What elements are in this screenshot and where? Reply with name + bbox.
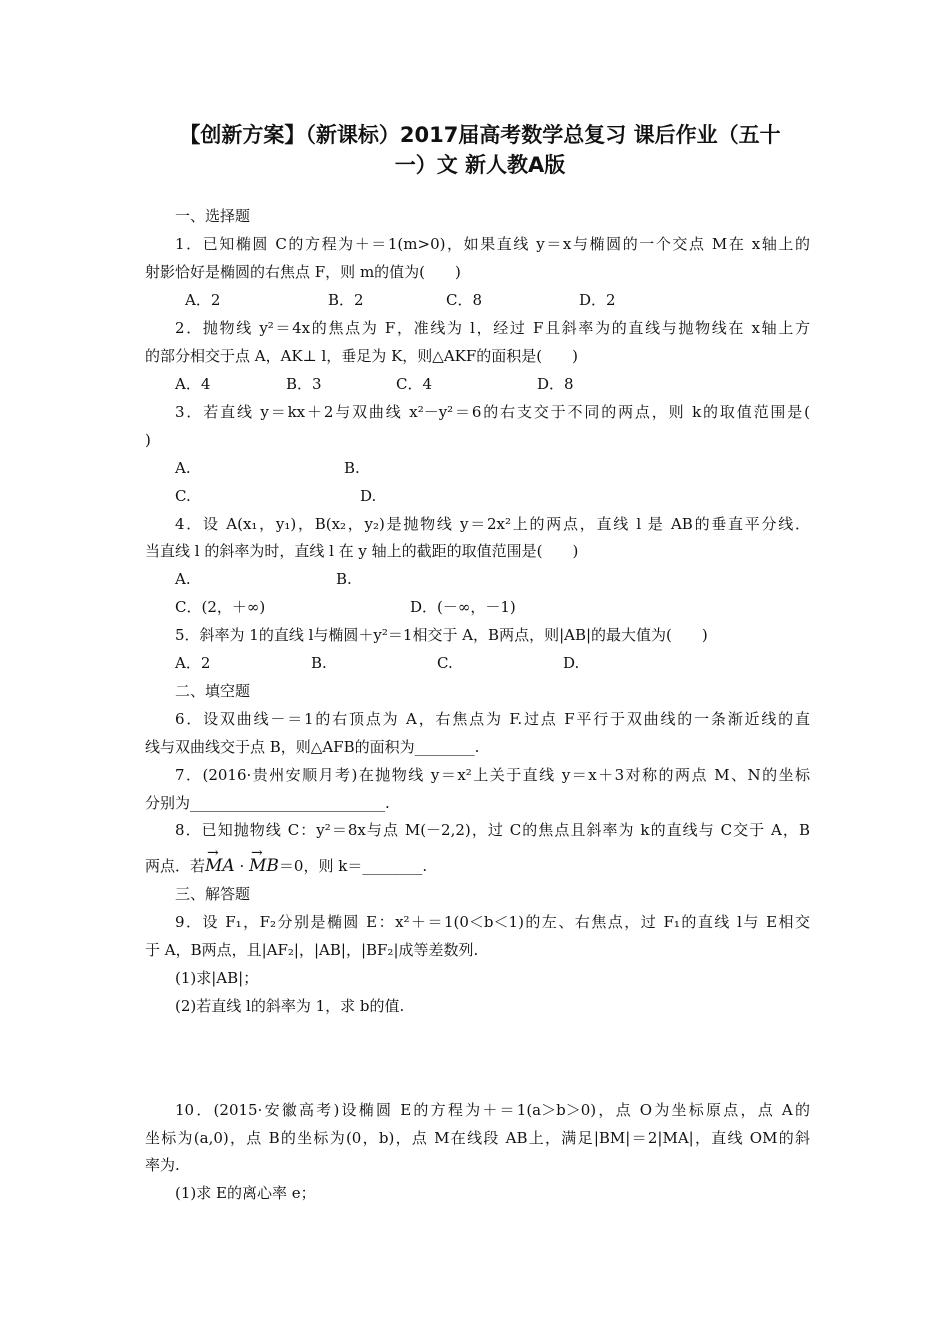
q10-line-2: 坐标为(a,0)，点 B的坐标为(0，b)，点 M在线段 AB上，满足|BM|＝2|MA|，直线 OM的斜 (145, 1129, 810, 1147)
q3-option-b: B. (344, 459, 360, 477)
q3-option-d: D. (360, 487, 377, 505)
q1-option-a: A．2 (185, 291, 221, 309)
q2-option-a: A．4 (175, 375, 211, 393)
vector-ma: → MA (205, 856, 235, 876)
q9-line-1: 9．设 F₁，F₂分别是椭圆 E：x²＋＝1(0＜b＜1)的左、右焦点，过 F₁的直线 l与 E相交 (175, 913, 810, 931)
vector-mb: → MB (249, 856, 279, 876)
q10-line-1: 10．(2015·安徽高考)设椭圆 E的方程为＋＝1(a＞b＞0)，点 O为坐标原点，点 A的 (175, 1101, 810, 1119)
q7-line-1: 7．(2016·贵州安顺月考)在抛物线 y＝x²上关于直线 y＝x＋3对称的两点 M、N的坐标 (175, 766, 810, 784)
q5-option-b: B. (311, 654, 327, 672)
section-heading-answer: 三、解答题 (175, 885, 251, 903)
title-line-1: 【创新方案】（新课标）2017届高考数学总复习 课后作业（五十 (179, 123, 781, 147)
q2-line-2: 的部分相交于点 A，AK⊥ l，垂足为 K，则△AKF的面积是( ) (145, 347, 578, 365)
q10-line-3: 率为. (145, 1156, 180, 1174)
q7-line-2: 分别为__________________________. (145, 794, 390, 812)
q1-line-2: 射影恰好是椭圆的右焦点 F，则 m的值为( ) (145, 263, 461, 281)
q8-line-2-pre: 两点．若 (145, 857, 206, 875)
section-heading-fill: 二、填空题 (175, 682, 251, 700)
q5-option-d: D. (563, 654, 580, 672)
q9-sub-2: (2)若直线 l的斜率为 1，求 b的值. (175, 997, 405, 1015)
document-title (140, 120, 820, 180)
q5-option-a: A．2 (175, 654, 211, 672)
q4-line-1: 4．设 A(x₁，y₁)，B(x₂，y₂)是抛物线 y＝2x²上的两点，直线 l 是 AB的垂直平分线． (175, 515, 810, 533)
q3-line-2: ) (145, 431, 151, 449)
q10-sub-1: (1)求 E的离心率 e； (175, 1184, 316, 1202)
q6-line-1: 6．设双曲线－＝1的右顶点为 A，右焦点为 F.过点 F平行于双曲线的一条渐近线的直 (175, 710, 810, 728)
q5-line-1: 5．斜率为 1的直线 l与椭圆＋y²＝1相交于 A，B两点，则|AB|的最大值为( ) (175, 626, 708, 644)
q8-line-1: 8．已知抛物线 C：y²＝8x与点 M(－2,2)，过 C的焦点且斜率为 k的直线与 C交于 A，B (175, 821, 810, 839)
q1-line-1: 1．已知椭圆 C的方程为＋＝1(m>0)，如果直线 y＝x与椭圆的一个交点 M在 x轴上的 (175, 235, 810, 253)
q8-line-2 (145, 856, 427, 876)
q8-dot: · (234, 857, 250, 875)
q4-option-b: B. (336, 570, 352, 588)
q6-line-2: 线与双曲线交于点 B，则△AFB的面积为________. (145, 738, 480, 756)
q4-option-c: C．(2，＋∞) (175, 598, 266, 616)
q1-option-d: D．2 (579, 291, 616, 309)
q4-line-2: 当直线 l 的斜率为时，直线 l 在 y 轴上的截距的取值范围是( ) (145, 542, 579, 560)
q3-line-1: 3．若直线 y＝kx＋2与双曲线 x²－y²＝6的右支交于不同的两点，则 k的取值范围是( (175, 403, 810, 421)
q3-option-c: C. (175, 487, 191, 505)
q8-line-2-post: ＝0，则 k＝________. (278, 857, 428, 875)
q1-option-c: C．8 (446, 291, 483, 309)
q5-option-c: C. (437, 654, 453, 672)
q4-option-d: D．(－∞，－1) (410, 598, 516, 616)
q4-option-a: A. (175, 570, 191, 588)
q9-line-2: 于 A，B两点，且|AF₂|，|AB|，|BF₂|成等差数列. (145, 941, 479, 959)
section-heading-choice: 一、选择题 (175, 207, 251, 225)
q2-option-d: D．8 (537, 375, 574, 393)
q1-option-b: B．2 (328, 291, 364, 309)
q2-line-1: 2．抛物线 y²＝4x的焦点为 F，准线为 l，经过 F且斜率为的直线与抛物线在 x轴上方 (175, 319, 810, 337)
q9-sub-1: (1)求|AB|； (175, 969, 259, 987)
q3-option-a: A. (175, 459, 191, 477)
q2-option-b: B．3 (286, 375, 322, 393)
title-line-2: 一）文 新人教A版 (394, 153, 566, 177)
q2-option-c: C．4 (396, 375, 433, 393)
